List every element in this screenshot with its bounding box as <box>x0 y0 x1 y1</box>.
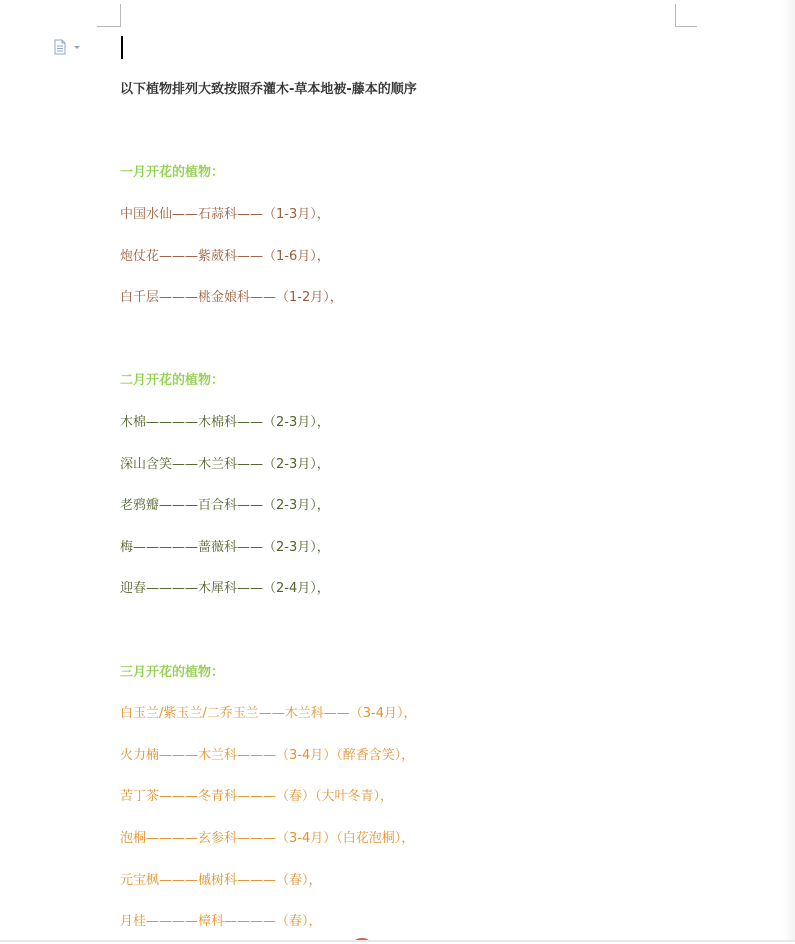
margin-corner-top-right <box>675 4 676 26</box>
page-edge-shadow <box>782 0 795 942</box>
list-item: 炮仗花———紫葳科——（1-6月）， <box>120 249 330 264</box>
list-item: 白玉兰/紫玉兰/二乔玉兰——木兰科——（3-4月）， <box>120 706 417 721</box>
margin-corner-top-left <box>120 4 121 26</box>
list-item: 老鸦瓣———百合科——（2-3月）， <box>120 498 330 513</box>
list-item: 迎春————木犀科——（2-4月）， <box>120 581 330 596</box>
margin-corner-top-right-h <box>675 26 697 27</box>
margin-corner-top-left-h <box>97 26 121 27</box>
list-item: 中国水仙——石蒜科——（1-3月）， <box>120 207 330 222</box>
text-cursor <box>121 36 123 59</box>
list-item: 深山含笑——木兰科——（2-3月）， <box>120 457 330 472</box>
list-item: 火力楠———木兰科———（3-4月）（醉香含笑）， <box>120 748 415 763</box>
section-heading-february: 二月开花的植物： <box>120 373 225 388</box>
list-item: 白千层———桃金娘科——（1-2月）， <box>120 290 343 305</box>
list-item: 苦丁茶———冬青科———（春）（大叶冬青）， <box>120 789 394 804</box>
document-icon[interactable] <box>54 39 82 55</box>
list-item: 木棉————木棉科——（2-3月）， <box>120 415 330 430</box>
section-heading-march: 三月开花的植物： <box>120 665 225 680</box>
intro-text: 以下植物排列大致按照乔灌木-草本地被-藤本的顺序 <box>120 82 417 97</box>
section-heading-january: 一月开花的植物： <box>120 165 225 180</box>
list-item: 元宝枫———槭树科———（春）， <box>120 873 322 888</box>
list-item: 梅—————蔷薇科——（2-3月）， <box>120 540 330 555</box>
list-item: 泡桐————玄参科———（3-4月）（白花泡桐）， <box>120 831 415 846</box>
list-item: 月桂————樟科————（春）， <box>120 914 322 929</box>
